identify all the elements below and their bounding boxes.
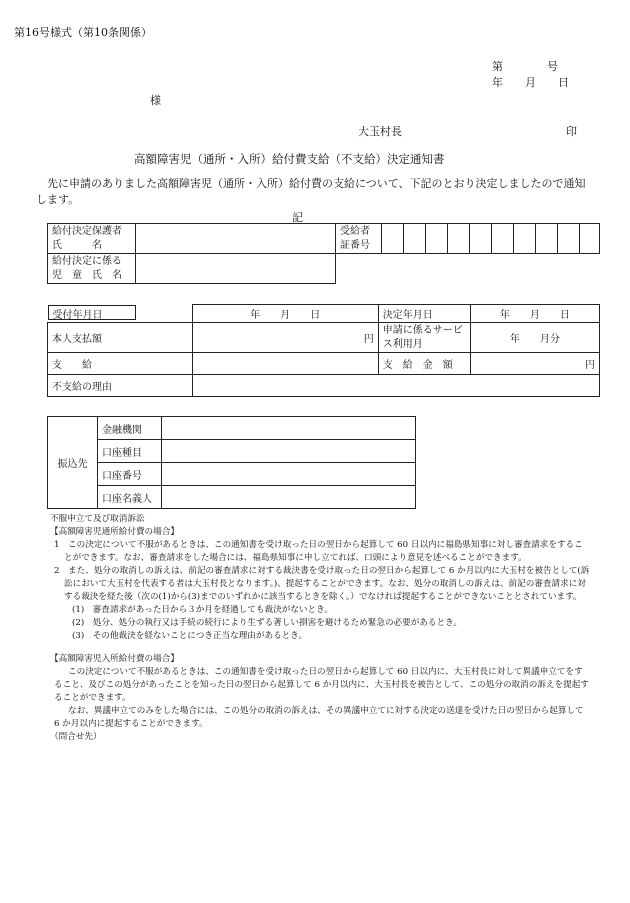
guardian-label: 給付決定保護者氏 名 xyxy=(48,224,136,254)
payment-table xyxy=(47,304,600,397)
nyusho-heading: 【高額障害児入所給付費の場合】 xyxy=(50,654,179,664)
recipient-no-digit[interactable] xyxy=(470,224,492,254)
service-month-value[interactable]: 年 月分 xyxy=(470,323,599,353)
tsusho-item: (1) 審査請求があった日から３か月を経過しても裁決がないとき。 xyxy=(72,605,333,615)
received-date-label: 受付年月日 xyxy=(48,305,136,320)
intro-paragraph: 先に申請のありました高額障害児（通所・入所）給付費の支給について、下記のとおり決定しましたので通知します。 xyxy=(36,177,586,206)
issuer-name: 大玉村長 xyxy=(358,125,402,138)
bank-row-label: 口座種目 xyxy=(98,440,162,463)
document-date-label: 年 月 日 xyxy=(492,76,569,89)
form-id: 第16号様式（第10条関係） xyxy=(14,26,152,39)
decision-date-label: 決定年月日 xyxy=(378,305,470,323)
bank-row-label: 金融機関 xyxy=(98,417,162,440)
payment-amount-value[interactable]: 円 xyxy=(470,353,599,375)
nyusho-paragraph: この決定について不服があるときは、この通知書を受け取った日の翌日から起算して 60 日以内に、大玉村長に対して異議申立てをすること、及びこの処分があったことを知った日の翌日から起算して 6 か月以内に、大玉村長を被告として、この処分の取消の訴えを提起することができます。 xyxy=(54,667,589,703)
guardian-name-cell[interactable] xyxy=(136,224,336,254)
recipient-no-digit[interactable] xyxy=(448,224,470,254)
recipient-no-digit[interactable] xyxy=(382,224,404,254)
recipient-no-digit[interactable] xyxy=(514,224,536,254)
recipient-no-label: 受給者証番号 xyxy=(336,224,382,254)
recipient-no-digit[interactable] xyxy=(558,224,580,254)
account-number-field[interactable] xyxy=(162,463,416,486)
decision-date-value[interactable]: 年 月 日 xyxy=(470,305,599,323)
child-label: 給付決定に係る児 童 氏 名 xyxy=(48,254,136,284)
payment-label: 支 給 xyxy=(48,353,193,375)
tsusho-paragraph: 2 また、処分の取消しの訴えは、前記の審査請求に対する裁決書を受け取った日の翌日から起算して 6 か月以内に大玉村を被告として(訴訟において大玉村を代表する者は大玉村長となります。)、提起することができます。なお、処分の取消しの訴えは、前記の審査請求に対する裁決を経た後（次の(1)から(3)までのいずれかに該当するときを除く。）でなければ提起することができないこととされています。 xyxy=(54,566,590,602)
document-title: 高額障害児（通所・入所）給付費支給（不支給）決定通知書 xyxy=(134,152,445,166)
bank-name-field[interactable] xyxy=(162,417,416,440)
payment-amount-label: 支 給 金 額 xyxy=(378,353,470,375)
bank-table xyxy=(47,416,416,509)
bank-row-label: 口座番号 xyxy=(98,463,162,486)
tsusho-paragraph: 1 この決定について不服があるときは、この通知書を受け取った日の翌日から起算して 60 日以内に福島県知事に対し審査請求をすることができます。なお、審査請求をした場合には、福島県知事に申し立てれば、口頭により意見を述べることができます。 xyxy=(54,540,583,563)
tsusho-heading: 【高額障害児通所給付費の場合】 xyxy=(50,527,179,537)
account-holder-field[interactable] xyxy=(162,486,416,509)
seal-mark: 印 xyxy=(566,125,577,138)
empty-cell xyxy=(336,254,600,284)
recipient-no-digit[interactable] xyxy=(404,224,426,254)
recipient-no-digit[interactable] xyxy=(426,224,448,254)
ki-heading: 記 xyxy=(292,211,303,224)
received-date-value[interactable]: 年 月 日 xyxy=(192,305,378,323)
tsusho-item: (3) その他裁決を経ないことにつき正当な理由があるとき。 xyxy=(72,631,308,641)
recipient-no-digit[interactable] xyxy=(536,224,558,254)
document-number-label: 第 号 xyxy=(492,60,558,73)
appeal-heading: 不服申立て及び取消訴訟 xyxy=(50,514,145,524)
appeal-section xyxy=(50,513,590,744)
payment-value[interactable] xyxy=(192,353,378,375)
self-pay-label: 本人支払額 xyxy=(48,323,193,353)
non-payment-reason-label: 不支給の理由 xyxy=(48,375,193,397)
child-name-cell[interactable] xyxy=(136,254,336,284)
non-payment-reason-value[interactable] xyxy=(192,375,599,397)
bank-row-label: 口座名義人 xyxy=(98,486,162,509)
tsusho-item: (2) 処分、処分の執行又は手続の続行により生ずる著しい損害を避けるため緊急の必要があるとき。 xyxy=(72,618,462,628)
account-type-field[interactable] xyxy=(162,440,416,463)
nyusho-paragraph: なお、異議申立てのみをした場合には、この処分の取消の訴えは、その異議申立てに対する決定の送達を受けた日の翌日から起算して 6 か月以内に提起することができます。 xyxy=(54,706,584,729)
addressee-suffix: 様 xyxy=(150,94,161,107)
recipient-table xyxy=(47,223,600,284)
contact-label: （問合せ先） xyxy=(50,732,102,742)
self-pay-value[interactable]: 円 xyxy=(192,323,378,353)
recipient-no-digit[interactable] xyxy=(580,224,600,254)
recipient-no-digit[interactable] xyxy=(492,224,514,254)
transfer-label: 振込先 xyxy=(48,417,98,509)
service-month-label: 申請に係るサービス利用月 xyxy=(378,323,470,353)
